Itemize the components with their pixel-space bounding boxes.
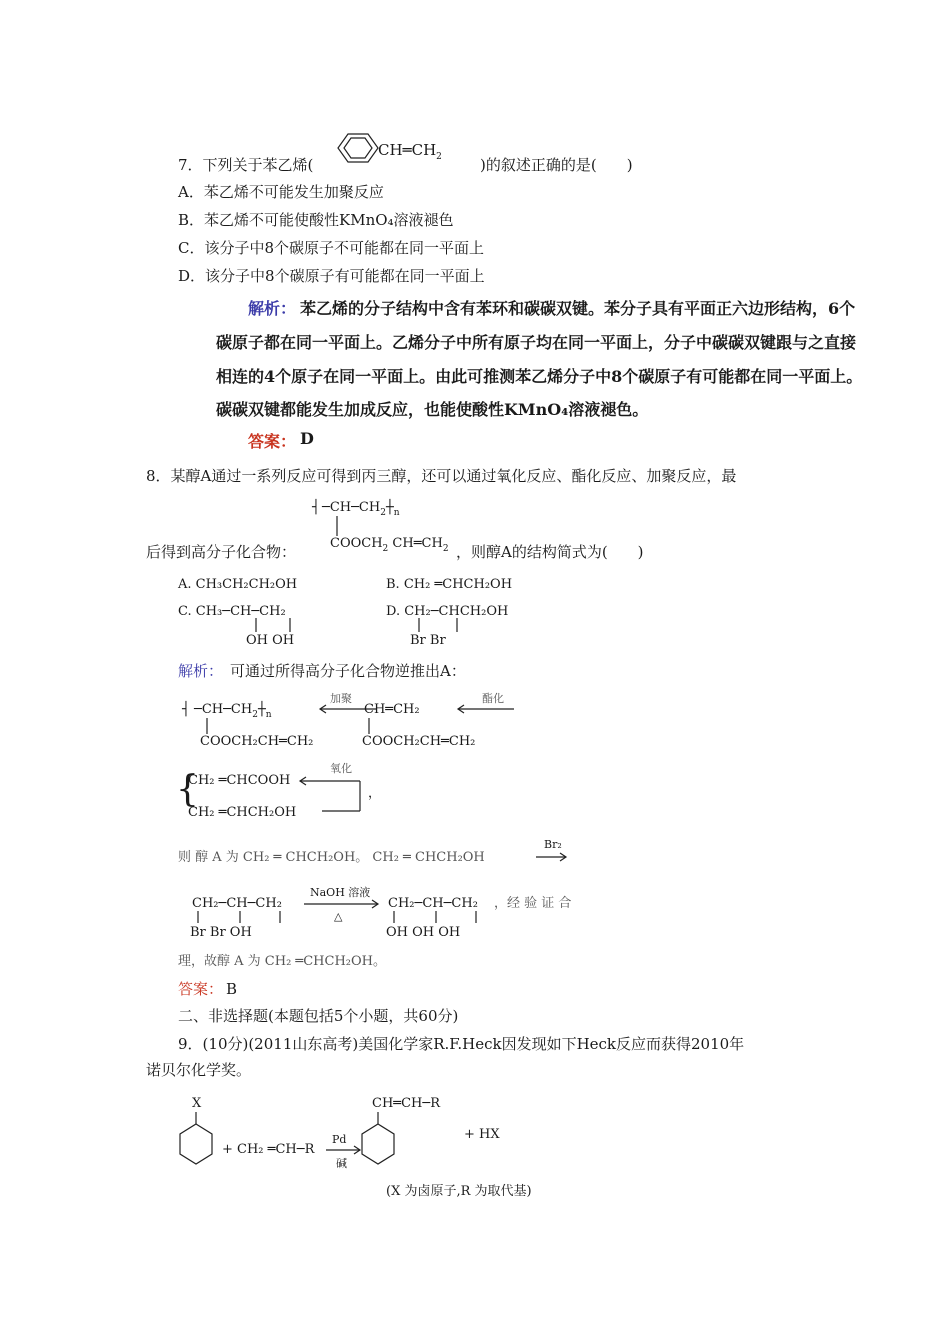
arrow-naoh [302,899,382,909]
q8-option-c-sub: OH OH [246,633,295,648]
q7-stem-substituent: $CH═CH_2$ [378,141,442,162]
q8-stem-line-1: 8．某醇A通过一系列反应可得到丙三醇，还可以通过氧化反应、酯化反应、加聚反应，最 [146,467,737,485]
q9-product-label: CH═CH─R [372,1096,441,1111]
arrow-polymerization-label: 加聚 [330,692,352,705]
q8-answer-label: 答案： [178,980,224,998]
q7-stem-prefix: 7．下列关于苯乙烯( [178,156,314,174]
q8-analysis-text: 可通过所得高分子化合物逆推出A： [230,662,466,680]
q7-option-c: C．该分子中8个碳原子不可能都在同一平面上 [178,239,485,257]
q7-analysis-line-1: 苯乙烯的分子结构中含有苯环和碳碳双键。苯分子具有平面正六边形结构，6个 [300,299,856,318]
q9-note: (X 为卤原子,R 为取代基) [386,1184,532,1199]
triol-top: CH₂─CH─CH₂ [388,896,478,911]
arrow-oxidation-label: 氧化 [330,762,352,775]
q9-catalyst-base: 碱 [336,1157,347,1170]
triol-sub: OH OH OH [386,925,461,940]
q7-analysis-line-3: 相连的4个原子在同一平面上。由此可推测苯乙烯分子中8个碳原子有可能都在同一平面上。 [216,367,863,386]
q9-byproduct: + HX [464,1127,500,1142]
q9-stem-line-1: 9．(10分)(2011山东高考)美国化学家R.F.Heck因发现如下Heck反应而获得2010年 [178,1035,745,1053]
arrow-naoh-label: NaOH 溶液 [310,886,371,899]
q9-aryl-halide-ring [178,1112,218,1174]
scheme-polymer-top: $─CH─CH_2┼_n$ [194,702,272,720]
q7-option-a: A．苯乙烯不可能发生加聚反应 [178,183,384,201]
scheme-comma: ， [368,786,382,801]
arrow-naoh-heat: △ [334,910,343,923]
q8-option-b: B. CH₂ ═CHCH₂OH [386,577,513,592]
q8-stem-line-2-suffix: ，则醇A的结构简式为( ) [456,543,644,561]
q8-option-d: D. CH₂─CHCH₂OH [386,604,509,619]
scheme-conclusion: 理，故醇 A 为 CH₂ ═CHCH₂OH。 [178,954,387,969]
dibromo-sub: Br Br OH [190,925,252,940]
q8-option-c: C. CH₃─CH─CH₂ [178,604,286,619]
q8-polymer-bottom: $COOCH_2$ $CH═CH_2$ [330,536,449,554]
q7-answer-value: D [300,429,314,448]
q7-answer-label: 答案： [248,432,297,451]
arrow-bromine-label: Br₂ [544,838,562,851]
arrow-esterification [456,704,516,714]
arrow-esterification-label: 酯化 [482,692,504,705]
q7-stem-suffix: )的叙述正确的是( ) [480,156,633,174]
q8-option-d-sub: Br Br [410,633,446,648]
q8-polymer-top: $─CH─CH_2┼_n$ [322,500,400,518]
q7-analysis-line-2: 碳原子都在同一平面上。乙烯分子中所有原子均在同一平面上，分子中碳碳双键跟与之直接 [216,333,857,352]
dibromo-top: CH₂─CH─CH₂ [192,896,282,911]
scheme-polymer-bracket: ┤ [182,702,190,717]
scheme-line-a: 则 醇 A 为 CH₂ ═ CHCH₂OH。 CH₂ ═ CHCH₂OH [178,850,485,865]
section-heading: 二、非选择题(本题包括5个小题，共60分) [178,1007,459,1025]
scheme-brace: { [176,769,199,810]
scheme-ester-bottom: COOCH₂CH═CH₂ [362,734,476,749]
q9-catalyst-pd: Pd [332,1133,347,1146]
q7-analysis-label: 解析： [248,299,297,318]
q7-option-b: B．苯乙烯不可能使酸性KMnO₄溶液褪色 [178,211,454,229]
q9-reagent: + CH₂ ═CH─R [222,1142,315,1157]
q8-answer-value: B [226,980,238,998]
q9-halogen-label: X [192,1096,202,1111]
scheme-acid: CH₂ ═CHCOOH [188,773,291,788]
q8-analysis-label: 解析： [178,662,224,680]
scheme-polymer-bottom: COOCH₂CH═CH₂ [200,734,314,749]
q8-polymer-bracket-left: ┤ [312,500,320,515]
q7-analysis-line-4: 碳碳双键都能发生加成反应，也能使酸性KMnO₄溶液褪色。 [216,400,649,419]
scheme-ester-top: CH═CH₂ [364,702,420,717]
q7-option-d: D．该分子中8个碳原子有可能都在同一平面上 [178,267,485,285]
q9-stem-line-2: 诺贝尔化学奖。 [146,1061,252,1079]
q9-product-ring [360,1112,400,1174]
arrow-bromine [534,852,570,862]
scheme-alcohol: CH₂ ═CHCH₂OH [188,805,297,820]
q8-polymer-bond [336,516,340,538]
q8-option-a: A. CH₃CH₂CH₂OH [178,577,298,592]
q8-stem-line-2-prefix: 后得到高分子化合物： [146,543,297,561]
scheme-verify: ，经 验 证 合 [494,896,572,911]
q9-reaction-arrow [324,1145,364,1155]
